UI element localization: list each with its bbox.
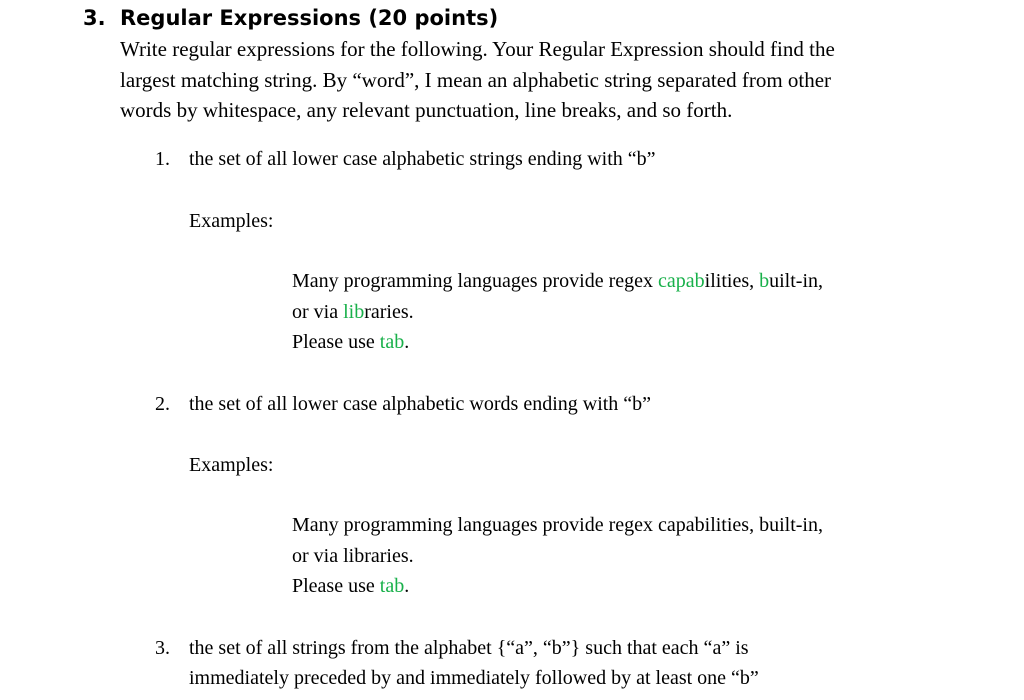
list-item-number: 2. bbox=[155, 393, 170, 415]
highlighted-match: tab bbox=[379, 575, 405, 597]
example-line bbox=[292, 266, 823, 297]
example-text: ilities, bbox=[704, 270, 760, 292]
intro-line: Write regular expressions for the following. Your Regular Expression should find the bbox=[120, 37, 835, 61]
examples-label: Examples: bbox=[189, 210, 274, 232]
examples-label: Examples: bbox=[189, 454, 274, 476]
list-item-1 bbox=[155, 144, 656, 174]
example-text: Please use bbox=[292, 331, 380, 353]
highlighted-match: capab bbox=[658, 270, 705, 292]
example-text: uilt-in, bbox=[769, 270, 823, 292]
intro-line: largest matching string. By “word”, I mean an alphabetic string separated from other bbox=[120, 67, 832, 92]
section-number: 3. bbox=[83, 6, 106, 30]
example-line bbox=[292, 571, 823, 602]
highlighted-match: tab bbox=[379, 331, 405, 353]
highlighted-match: b bbox=[759, 270, 770, 292]
list-item-2 bbox=[155, 389, 651, 419]
example-text: . bbox=[404, 575, 410, 597]
list-item-3 bbox=[155, 633, 759, 693]
list-item-number: 1. bbox=[155, 148, 170, 170]
section-title: Regular Expressions (20 points) bbox=[120, 6, 499, 30]
list-item-text: the set of all lower case alphabetic words ending with “b” bbox=[189, 393, 652, 415]
example-text: Many programming languages provide regex bbox=[292, 270, 659, 292]
section-heading bbox=[83, 4, 498, 32]
list-item-text bbox=[189, 633, 759, 693]
example-line bbox=[292, 297, 823, 328]
example-line bbox=[292, 327, 823, 358]
example-text: Please use bbox=[292, 575, 380, 597]
example-line: or via libraries. bbox=[292, 544, 414, 567]
example-block-2 bbox=[292, 510, 823, 602]
example-text: . bbox=[404, 331, 410, 353]
highlighted-match: lib bbox=[343, 300, 365, 323]
list-item-line: the set of all strings from the alphabet {“a”, “b”} such that each “a” is bbox=[189, 637, 749, 659]
list-item-text: the set of all lower case alphabetic strings ending with “b” bbox=[189, 148, 656, 170]
list-item-line: immediately preceded by and immediately followed by at least one “b” bbox=[189, 667, 759, 689]
example-block-1 bbox=[292, 266, 823, 358]
example-text: or via bbox=[292, 300, 344, 323]
example-text: raries. bbox=[364, 300, 414, 323]
intro-paragraph bbox=[120, 34, 1000, 126]
list-item-number: 3. bbox=[155, 637, 170, 659]
intro-line: words by whitespace, any relevant punctuation, line breaks, and so forth. bbox=[120, 98, 733, 122]
example-line: Many programming languages provide regex capabilities, built-in, bbox=[292, 514, 823, 536]
